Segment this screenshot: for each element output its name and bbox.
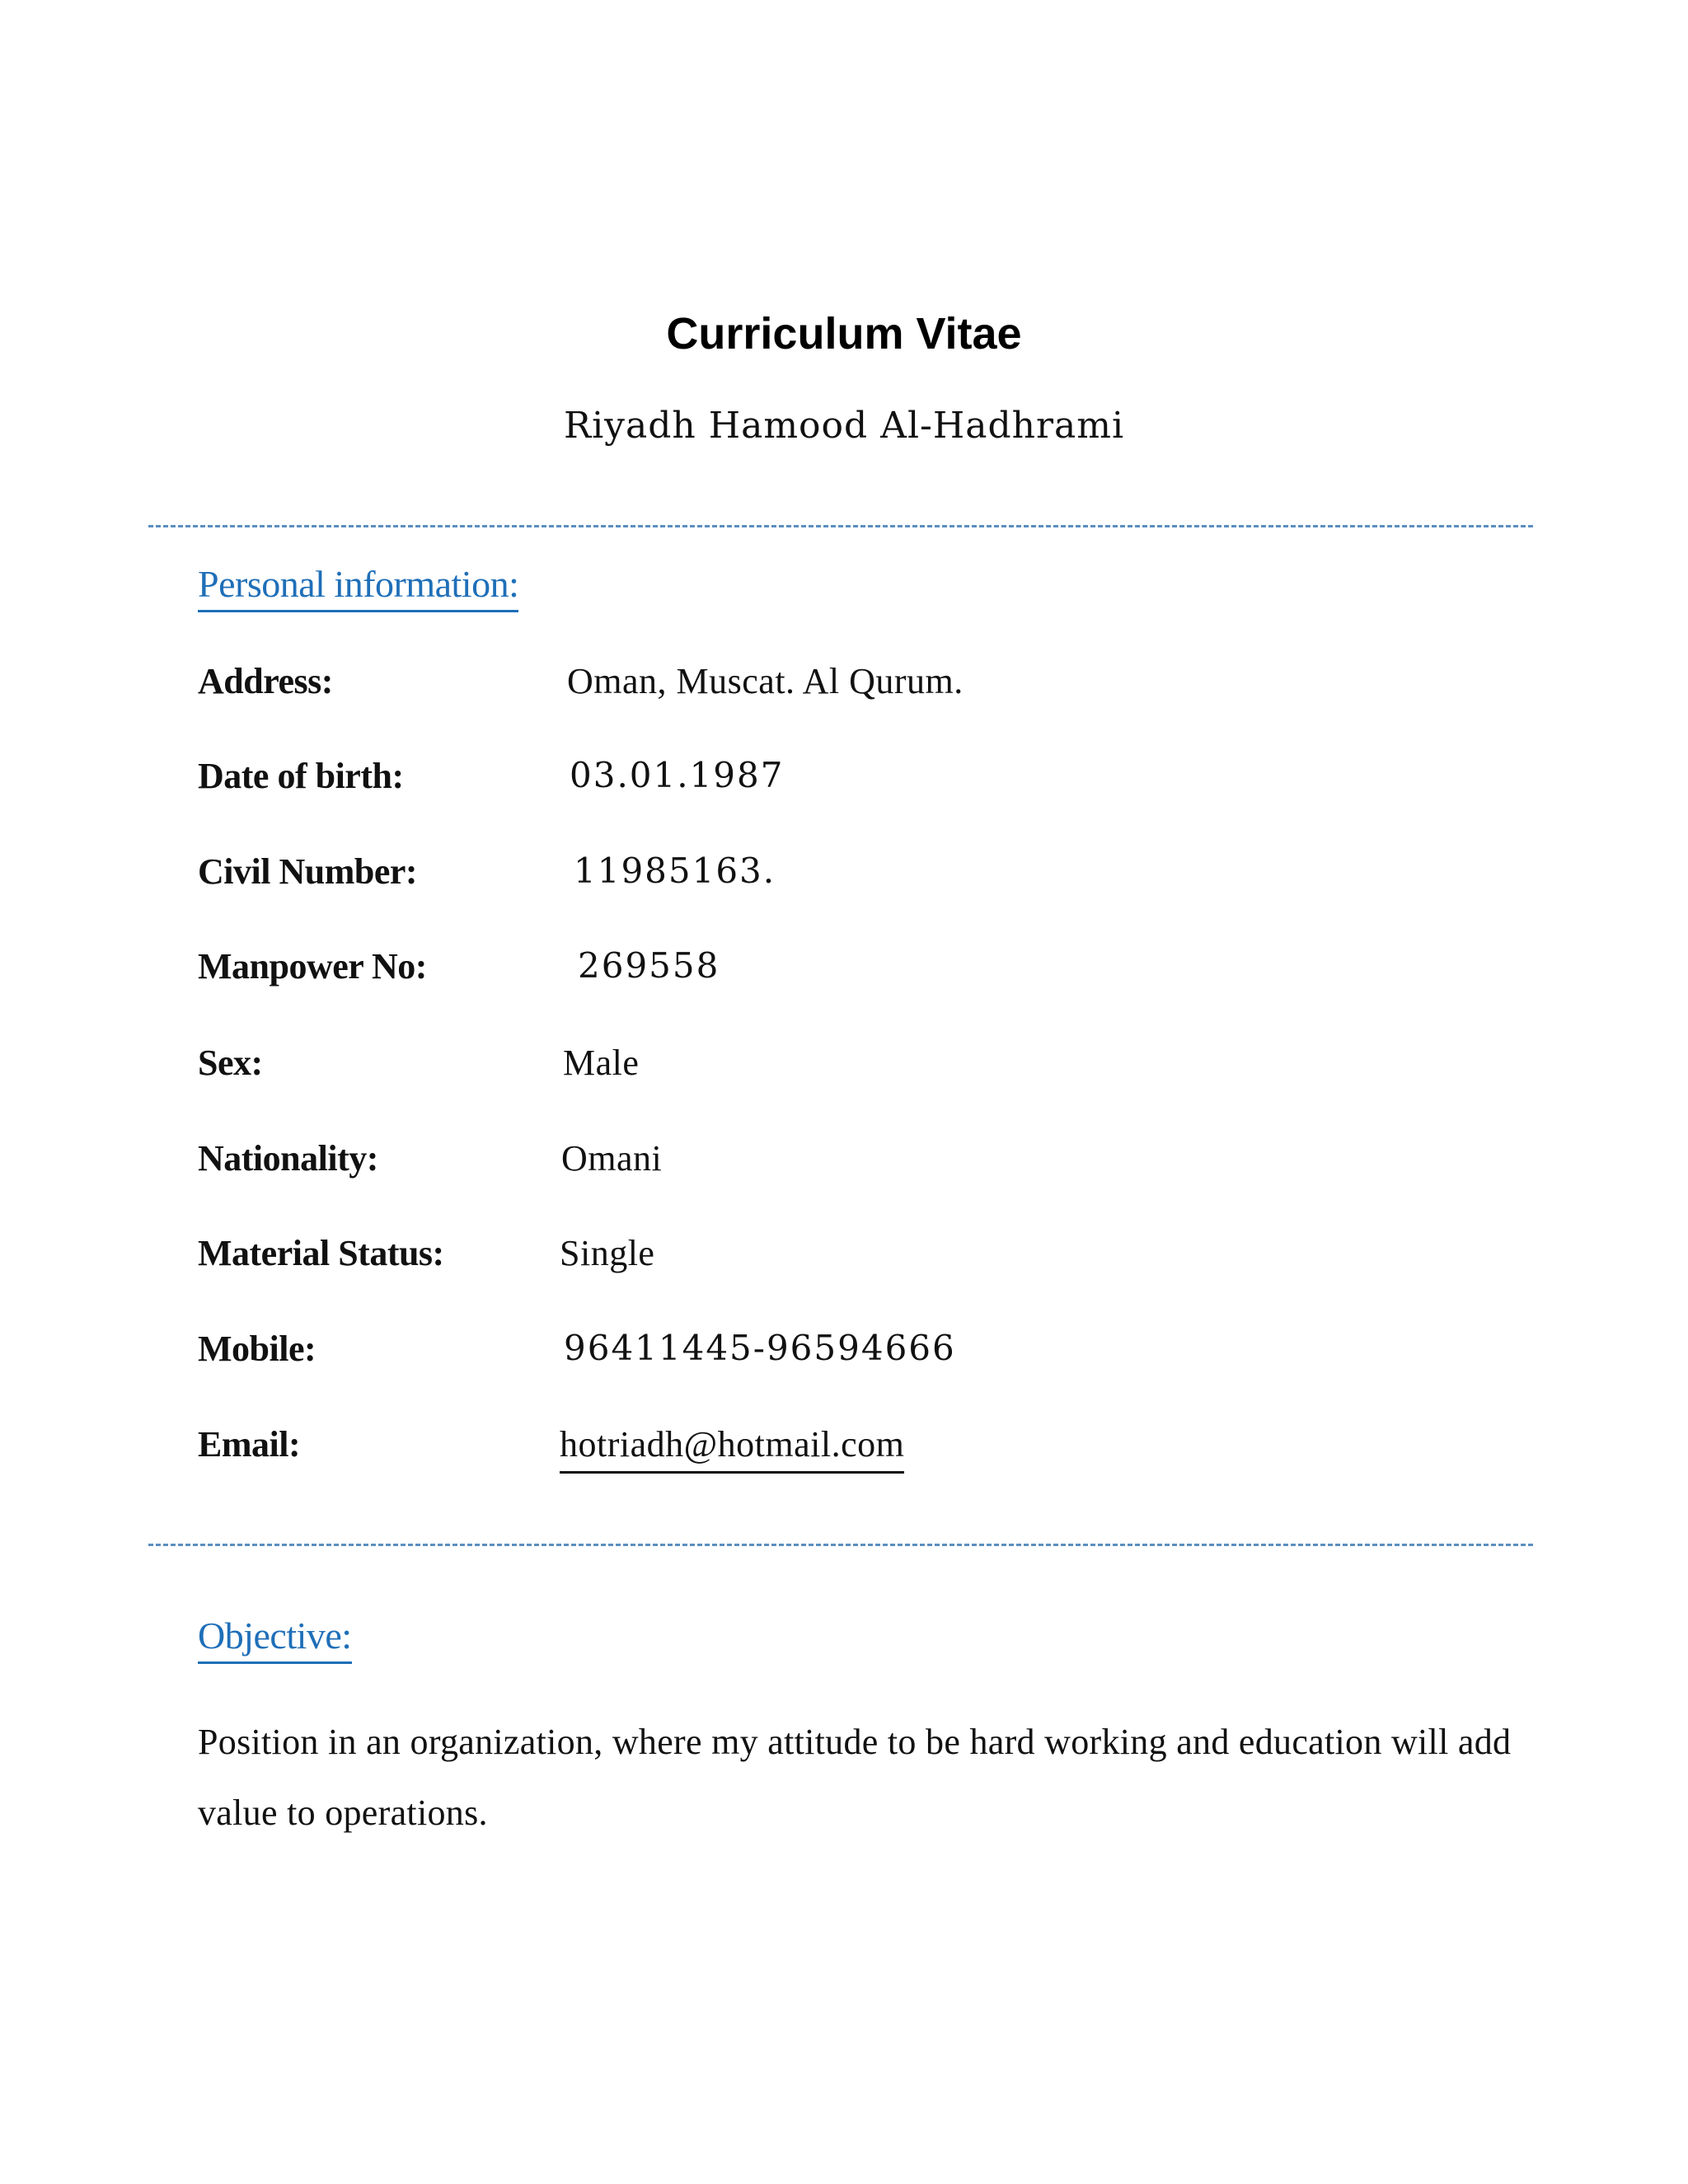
- mobile-value: 96411445-96594666: [564, 1328, 956, 1368]
- objective-heading: Objective:: [198, 1617, 352, 1664]
- email-link[interactable]: hotriadh@hotmail.com: [560, 1427, 904, 1474]
- manpower-no-row: [198, 945, 1533, 998]
- sex-label: Sex:: [198, 1043, 263, 1083]
- email-row: [198, 1424, 1533, 1476]
- date-of-birth-row: [198, 755, 1533, 808]
- document-title: Curriculum Vitae: [666, 309, 1022, 359]
- section-divider: [148, 1544, 1533, 1546]
- marital-status-row: [198, 1235, 1533, 1285]
- mobile-label: Mobile:: [198, 1329, 316, 1369]
- address-value: Oman, Muscat. Al Qurum.: [567, 661, 964, 701]
- nationality-value: Omani: [561, 1138, 663, 1179]
- objective-text: Position in an organization, where my attitude to be hard working and education will add value to operations.: [198, 1722, 1512, 1833]
- manpower-no-value: 269558: [578, 945, 720, 986]
- date-of-birth-value: 03.01.1987: [570, 755, 785, 795]
- civil-number-row: [198, 851, 1533, 903]
- date-of-birth-label: Date of birth:: [198, 756, 404, 796]
- marital-status-label: Material Status:: [198, 1233, 444, 1273]
- personal-information-heading: Personal information:: [198, 565, 518, 612]
- applicant-name: Riyadh Hamood Al-Hadhrami: [563, 405, 1125, 447]
- manpower-no-label: Manpower No:: [198, 946, 427, 987]
- sex-row: [198, 1045, 1533, 1094]
- mobile-row: [198, 1328, 1533, 1380]
- civil-number-value: 11985163.: [574, 851, 776, 891]
- civil-number-label: Civil Number:: [198, 851, 418, 892]
- address-label: Address:: [198, 661, 333, 701]
- marital-status-value: Single: [560, 1233, 655, 1273]
- sex-value: Male: [563, 1043, 640, 1083]
- email-label: Email:: [198, 1424, 301, 1465]
- address-row: [198, 663, 1533, 713]
- nationality-label: Nationality:: [198, 1138, 378, 1179]
- nationality-row: [198, 1138, 1533, 1190]
- section-divider: [148, 525, 1533, 527]
